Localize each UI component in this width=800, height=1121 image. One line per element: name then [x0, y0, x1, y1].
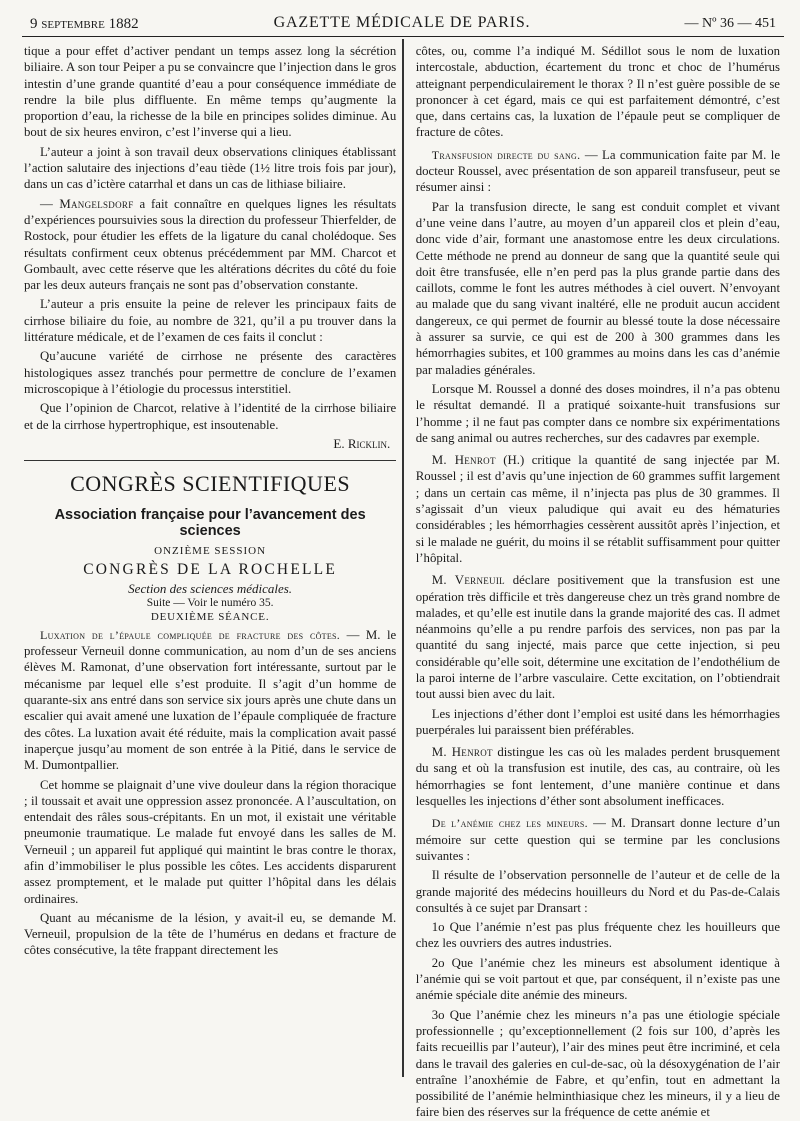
right-paragraph-8: [416, 744, 780, 809]
left-paragraph-1: tique a pour effet d’activer pendant un temps assez long la sécrétion biliaire. A son tour Peiper a pu se convaincre que l’injection dans le gros intestin d’une grande quantité d’eau a pour conséquence immédiate de rendre la bile plus diffluente. En même temps qu’augmente la proportion d’eau, la richesse de la bile en principes solides diminue. Au bout de six heures environ, c’est l’inverse qui a lieu.: [24, 44, 397, 140]
right-paragraph-5-text: (H.) critique la quantité de sang injectée par M. Roussel ; il est d’avis qu’une injection de 60 grammes suffit largement ; dans un certain cas même, il n’injecta pas plus de 30 grammes. Il s’agissait d’un vieux paludique qui avait eu des hématuries considérables ; les hémorrhagies cessèrent aussitôt après l’injection, et si le malade ne guérit, du moins il se rétablit suffisamment pour quitter l’hôpital.: [415, 453, 780, 565]
left-column: [18, 37, 402, 1077]
left-paragraph-9: Quant au mécanisme de la lésion, y avait-il eu, se demande M. Verneuil, propulsion de la tête de l’humérus en dedans et fracture de côtes consécutive, la tête frappant directement les: [24, 910, 397, 958]
session-label: ONZIÈME SESSION: [154, 544, 267, 557]
header-issue-number: — Nº 36 — 451: [684, 16, 776, 31]
article-heading: Luxation de l’épaule compliquée de fracture des côtes.: [40, 627, 341, 642]
page-header: [18, 10, 786, 36]
author-name: — Mangelsdorf: [40, 196, 134, 211]
left-paragraph-7-text: — M. le professeur Verneuil donne communication, au nom d’un de ses anciens élèves M. Ramonat, d’une observation fort intéressante, surtout par le mécanisme par lequel elle s’est produite. Il s’agit d’un homme de quarante-six ans entré dans son service six jours après une chute dans un escalier qui avait amené une luxation de l’épaule compliquée de fracture des côtes. La luxation avait été réduite, mais la complication avait passé inaperçue jusqu’au moment de son entrée à la Pitié, dans le service de M. Dumontpallier.: [24, 627, 397, 773]
columns: [18, 37, 786, 1120]
association-title: Association française pour l’avancement des sciences: [54, 506, 366, 539]
right-paragraph-10: Il résulte de l’observation personnelle de l’auteur et de celle de la grande majorité des médecins houilleurs du Nord et du Pas-de-Calais consultés à ce sujet par Dransart :: [415, 868, 780, 915]
right-paragraph-11: 1o Que l’anémie n’est pas plus fréquente chez les houilleurs que chez les ouvriers des autres industries.: [415, 920, 780, 951]
right-paragraph-4: Lorsque M. Roussel a donné des doses moindres, il n’a pas obtenu le résultat demandé. Il a pratiqué soixante-huit transfusions sur l’homme ; il ne faut pas compter dans ce nombre six expérimentations de sang animal ou autres recherches, sur des cadavres par exemple.: [415, 381, 780, 445]
right-paragraph-5: [416, 452, 780, 566]
right-paragraph-1: côtes, ou, comme l’a indiqué M. Sédillot sous le nom de luxation intercostale, abduction, écartement du tronc et choc de l’humérus atteignant perpendiculairement le thorax ? Il n’est guère possible de se prononcer à cet égard, mais ce qui est parfaitement démontré, c’est que, dans certains cas, la luxation de l’épaule peut se compliquer de fracture de côtes.: [415, 44, 780, 140]
right-paragraph-8-text: distingue les cas où les malades perdent brusquement du sang et où la transfusion est inutile, des cas, au contraire, où les hémorrhagies se font lentement, d’une manière continue et dans lesquelles les injections d’éther sont absolument inefficaces.: [415, 745, 781, 809]
signature: E. Ricklin.: [333, 435, 391, 451]
right-paragraph-13: 3o Que l’anémie chez les mineurs n’a pas une étiologie spéciale professionnelle ; qu’exceptionnellement (2 fois sur 100, d’après les faits recueillis par l’auteur), l’air des mines peut être incriminé, et cela dans le travail des galeries en cul-de-sac, où la désoxygénation de l’air entraîne l’anoxhémie de Fabre, et qu’enfin, tout en admettant la possibilité de l’anémie helminthiasique chez les mineurs, il y a lieu de faire bien des réserves sur la fréquence de cette anémie et: [415, 1007, 780, 1120]
section-subtitle: Section des sciences médicales.: [128, 580, 293, 596]
left-paragraph-5: Qu’aucune variété de cirrhose ne présente des caractères histologiques assez tranchés pour permettre de conclure de l’examen microscopique à l’étiologie du processus interstitiel.: [24, 349, 397, 396]
article-heading: De l’anémie chez les mineurs.: [431, 816, 588, 831]
header-title: GAZETTE MÉDICALE DE PARIS.: [273, 14, 531, 31]
section-divider: [24, 460, 396, 461]
right-paragraph-3: Par la transfusion directe, le sang est conduit complet et vivant d’une veine dans l’autre, au moyen d’un appareil clos et plein d’eau, donc vide d’air, formant une anastomose entre les deux circulations. Cette méthode ne prend au donneur de sang que la quantité seule qui doit être transfusée, elle n’en perd pas la plus grande partie dans des caillots, comme le font les autres méthodes à ciel ouvert. N’envoyant au malade que du sang vivant inaltéré, elle ne produit aucun accident dangereux, ce qui permet de fournir au blessé toute la dose nécessaire à assurer sa survie, ce qui est de 200 à 300 grammes dans les hémorrhagies subites, et 100 grammes au moins dans les cas d’anémie par maladies générales.: [415, 199, 780, 377]
left-paragraph-2: L’auteur a joint à son travail deux observations cliniques établissant l’action salutaire des injections d’eau tiède (1½ litre trois fois par jour), dans un cas d’ictère catarrhal et dans un cas de lithiase biliaire.: [24, 144, 397, 192]
right-paragraph-6-text: déclare positivement que la transfusion est une opération très difficile et très dangereuse chez un très grand nombre de malades, et qu’elle est inutile dans la grande majorité des cas. Il admet néanmoins qu’elle a pu rendre parfois des services, non pas par la quantité du sang injecté, mais parce que cette injection, si peu considérable qu’elle soit, détermine une excitation de l’endothélium de la paroi interne de l’arbre vasculaire. Cette excitation, on l’obtiendrait tout aussi bien avec du lait.: [415, 573, 780, 702]
left-paragraph-4: L’auteur a pris ensuite la peine de relever les principaux faits de cirrhose biliaire du foie, au nombre de 321, qu’il a pu trouver dans la littérature médicale, et de l’examen de ces faits il conclut :: [24, 297, 397, 345]
right-paragraph-7: Les injections d’éther dont l’emploi est usité dans les hémorrhagies puerpérales lui paraissent bien préférables.: [415, 706, 780, 737]
right-paragraph-9-text: — M. Dransart donne lecture d’un mémoire sur cette question qui se termine par les conclusions suivantes :: [415, 816, 780, 863]
left-paragraph-3: [24, 196, 396, 294]
left-paragraph-7: [24, 627, 396, 774]
right-paragraph-2: [416, 147, 780, 196]
article-heading: Transfusion directe du sang.: [431, 147, 581, 162]
suite-note: Suite — Voir le numéro 35.: [146, 596, 274, 609]
right-paragraph-2-text: — La communication faite par M. le docteur Roussel, avec présentation de son appareil transfuseur, peut se résumer ainsi :: [415, 147, 781, 195]
congres-title: CONGRÈS SCIENTIFIQUES: [70, 470, 351, 496]
left-paragraph-6: Que l’opinion de Charcot, relative à l’identité de la cirrhose biliaire et de la cirrhose hypertrophique, est insoutenable.: [24, 401, 397, 432]
right-column: [404, 37, 786, 1120]
author-name: M. Henrot: [431, 453, 496, 468]
left-paragraph-8: Cet homme se plaignait d’une vive douleur dans la région thoracique ; il toussait et avait une oppression assez prononcée. A l’auscultation, on entendait des râles sous-crépitants. En un mot, il existait une véritable pneumonie traumatique. Le malade fut envoyé dans les salles de M. Verneuil ; un appareil fut appliqué qui maintint le bras contre le thorax, afin d’immobiliser le plus possible les côtes. Les accidents disparurent assez promptement, et le malade put quitter l’hôpital dans les délais ordinaires.: [24, 777, 397, 906]
left-paragraph-3-text: a fait connaître en quelques lignes les résultats d’expériences poursuivies sous la direction du professeur Thierfelder, de Rostock, pour étudier les effets de la ligature du canal cholédoque. Ses résultats confirment ceux obtenus précédemment par MM. Charcot et Gombault, avec cette réserve que les altérations décrites du côté du foie par les deux auteurs français ne sont pas d’observation constante.: [24, 196, 397, 293]
right-paragraph-9: [416, 815, 780, 864]
author-name: M. Verneuil: [431, 573, 505, 588]
seance-label: DEUXIÈME SÉANCE.: [150, 610, 270, 623]
congres-rochelle-title: CONGRÈS DE LA ROCHELLE: [83, 560, 337, 578]
right-paragraph-6: [416, 572, 780, 702]
author-name: M. Henrot: [431, 745, 493, 760]
header-date: 9 septembre 1882: [30, 16, 139, 32]
right-paragraph-12: 2o Que l’anémie chez les mineurs est absolument identique à l’anémie qui se voit partout et que, par conséquent, il n’existe pas une anémie spéciale dite anémie des mineurs.: [415, 955, 780, 1003]
